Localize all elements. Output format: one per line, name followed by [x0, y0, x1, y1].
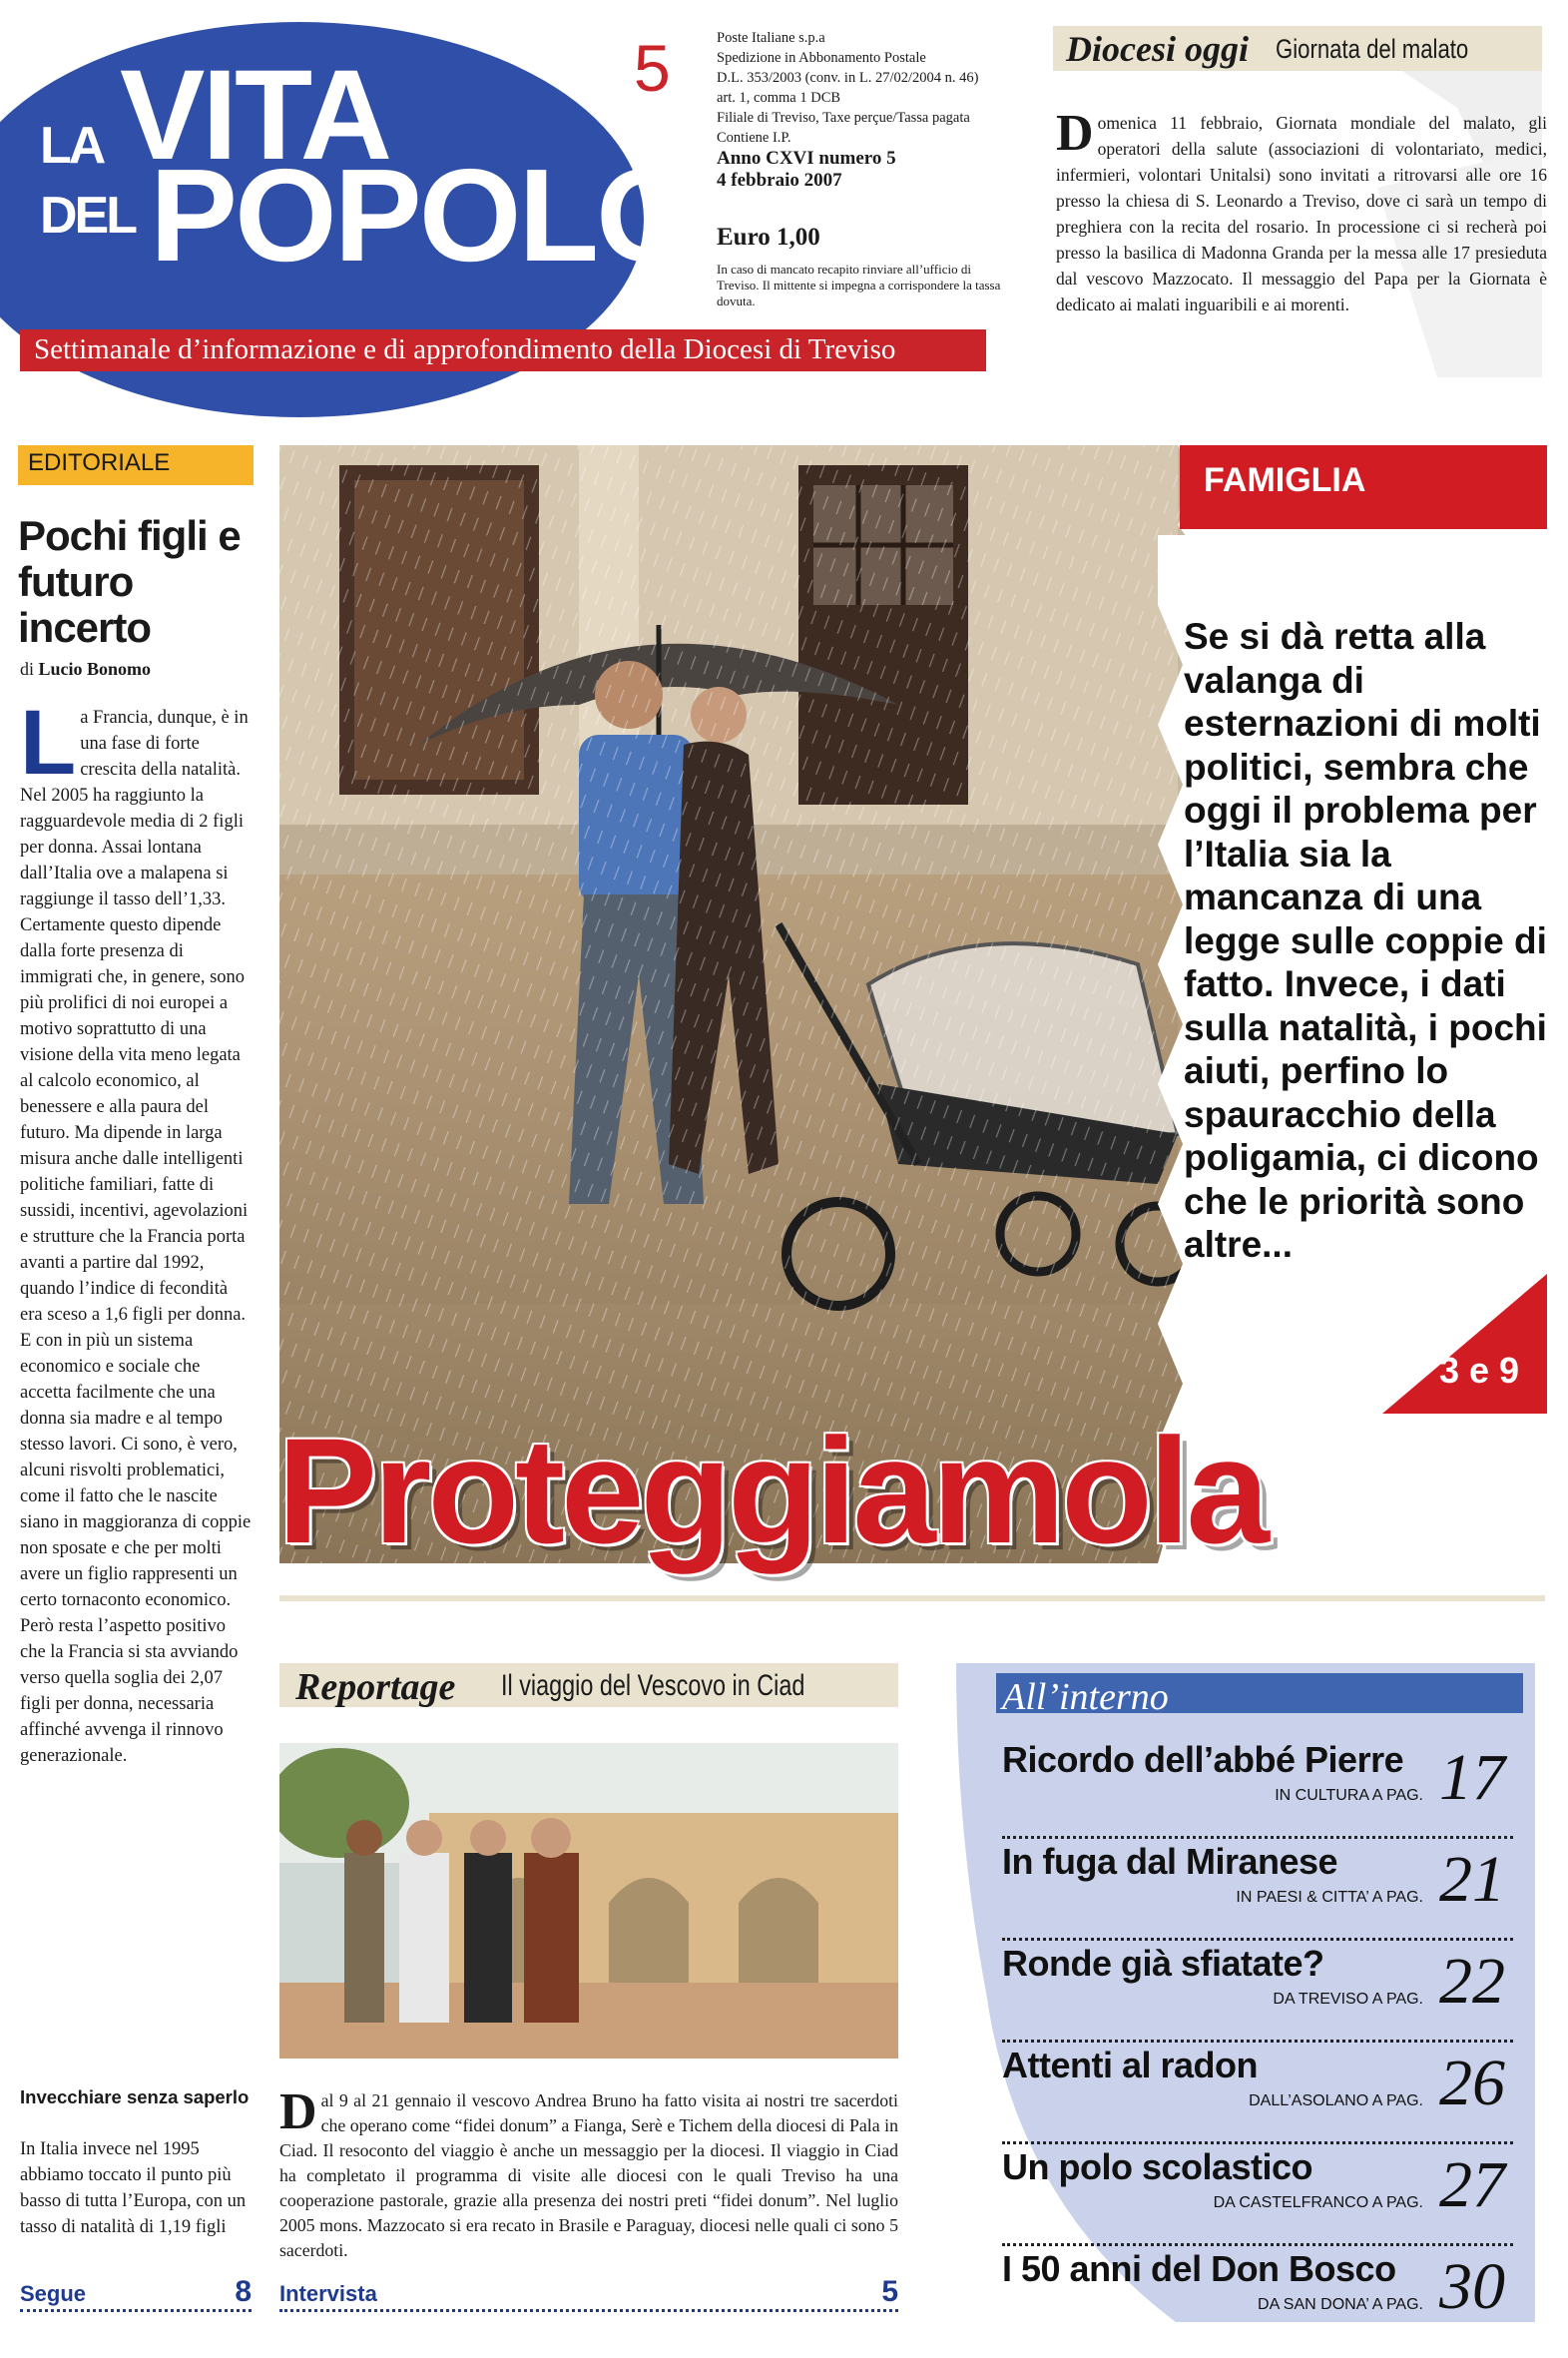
postal-note: In caso di mancato recapito rinviare all’ufficio di Treviso. Il mittente si impegna a corrispondere la tassa dovuta.: [717, 262, 1001, 308]
postal-line: Contiene I.P.: [717, 130, 791, 146]
cover-page-ref[interactable]: 3 e 9: [1439, 1350, 1520, 1391]
diocesi-article: [1056, 105, 1547, 317]
postal-line: D.L. 353/2003 (conv. in L. 27/02/2004 n. 46): [717, 70, 979, 86]
inside-item-section: IN PAESI & CITTA’ A PAG.: [1236, 1889, 1423, 1906]
inside-item-page: 27: [1439, 2148, 1505, 2221]
editorial-author: Lucio Bonomo: [38, 659, 152, 679]
editorial-subhead: Invecchiare senza saperlo: [20, 2086, 250, 2107]
headline-rule: [279, 1595, 1545, 1601]
diocesi-subtitle: Giornata del malato: [1276, 34, 1469, 64]
inside-item-section: DA CASTELFRANCO A PAG.: [1213, 2194, 1423, 2211]
editorial-title: Pochi figli e futuro incerto: [18, 512, 241, 651]
masthead-tagline: Settimanale d’informazione e di approfondimento della Diocesi di Treviso: [20, 329, 986, 371]
inside-item[interactable]: [1002, 1943, 1513, 2043]
inside-item-page: 21: [1439, 1843, 1505, 1916]
inside-item-title: Ricordo dell’abbé Pierre: [1002, 1739, 1404, 1780]
cover-headline: Proteggiamola: [277, 1407, 1266, 1574]
editorial-text-continued: In Italia invece nel 1995 abbiamo toccato il punto più basso di tutta l’Europa, con un tasso di natalità di 1,19 figli: [20, 2139, 247, 2237]
postal-line: Filiale di Treviso, Taxe perçue/Tassa pagata: [717, 110, 970, 126]
diocesi-dropcap: D: [1056, 105, 1094, 162]
continue-page: 8: [235, 2275, 252, 2308]
reportage-photo: [279, 1743, 898, 2059]
reportage-label: Reportage: [295, 1666, 456, 1708]
inside-item-page: 17: [1439, 1741, 1505, 1814]
continue-label: Intervista: [279, 2281, 377, 2306]
inside-item[interactable]: [1002, 2146, 1513, 2246]
masthead-title-popolo: POPOLO: [150, 142, 696, 289]
editorial-text: a Francia, dunque, è in una fase di forte crescita della natalità. Nel 2005 ha raggiunto la ragguardevole media di 2 figli per donna. Assai lontana dall’Italia ove a malapena si raggiunge il tasso dell’1,33. Certamente questo dipende dalla forte presenza di immigrati che, in genere, sono più prolifici di noi europei a motivo soprattutto di una visione della vita meno legata al calcolo economico, al benessere e alla paura del futuro. Ma dipende in larga misura anche dalle intelligenti politiche familiari, fatte di sussidi, incentivi, agevolazioni e strutture che la Francia porta avanti a partire dal 1992, quando l’indice di fecondità era sceso a 1,6 figli per donna. E con in più un sistema economico e sociale che accetta facilmente che una donna sia madre e al tempo stesso lavori. Ci sono, è vero, alcuni risvolti problematici, come il fatto che le nascite siano in maggioranza di coppie non sposate e che per molti avere un figlio rappresenti un certo tornaconto economico. Però resta l’aspetto positivo che la Francia si sta avviando verso quella soglia dei 2,07 figli per donna, necessaria affinché avvenga il rinnovo generazionale.: [20, 708, 252, 1766]
inside-item-section: DA SAN DONA’ A PAG.: [1258, 2296, 1423, 2313]
inside-item[interactable]: [1002, 2045, 1513, 2144]
continue-label: Segue: [20, 2281, 87, 2306]
inside-item-section: DALL’ASOLANO A PAG.: [1249, 2092, 1423, 2109]
inside-item[interactable]: [1002, 1739, 1513, 1839]
issue-year: Anno CXVI numero 5: [717, 148, 896, 169]
postal-info: [717, 28, 1016, 192]
masthead-title-del: DEL: [40, 187, 135, 245]
inside-item-title: Un polo scolastico: [1002, 2146, 1313, 2187]
reportage-body: al 9 al 21 gennaio il vescovo Andrea Bruno ha fatto visita ai nostri tre sacerdoti che operano come “fidei donum” a Fianga, Serè e Tichem della diocesi di Pala in Ciad. Il resoconto del viaggio è anche un messaggio per la diocesi. Il viaggio in Ciad ha completato il programma di visite alle diocesi con le quali Treviso ha una cooperazione pastorale, grazie alla presenza dei nostri preti “fidei donum”. Nel luglio 2005 mons. Mazzocato si era recato in Brasile e Paraguay, diocesi nelle quali ci sono 5 sacerdoti.: [279, 2090, 898, 2260]
price: Euro 1,00: [717, 224, 820, 251]
masthead-title-vita: VITA: [120, 44, 390, 187]
inside-item-title: I 50 anni del Don Bosco: [1002, 2248, 1396, 2289]
editorial-dropcap: L: [20, 692, 77, 794]
inside-title: All’interno: [1002, 1676, 1169, 1718]
inside-item-page: 22: [1439, 1945, 1505, 2018]
byline-prefix: di: [20, 659, 35, 679]
postal-line: art. 1, comma 1 DCB: [717, 90, 841, 106]
inside-item-title: Attenti al radon: [1002, 2045, 1259, 2085]
inside-item-section: IN CULTURA A PAG.: [1275, 1787, 1423, 1804]
inside-item[interactable]: [1002, 1841, 1513, 1941]
inside-item-page: 30: [1439, 2250, 1505, 2323]
cover-text: Se si dà retta alla valanga di esternazioni di molti politici, sembra che oggi il problema per l’Italia sia la mancanza di una legge sulle coppie di fatto. Invece, i dati sulla natalità, i pochi aiuti, perfino lo spauracchio della poligamia, ci dicono che le priorità sono altre...: [1184, 616, 1547, 1265]
postal-line: Poste Italiane s.p.a: [717, 30, 825, 46]
continue-page: 5: [881, 2275, 898, 2308]
postal-line: Spedizione in Abbonamento Postale: [717, 50, 926, 66]
famiglia-label: FAMIGLIA: [1204, 461, 1366, 499]
diocesi-title: Diocesi oggi: [1066, 29, 1249, 69]
diocesi-body: omenica 11 febbraio, Giornata mondiale del malato, gli operatori della salute (associazioni di volontariato, medici, infermieri, volontari Unitalsi) sono invitati a ritrovarsi alle ore 16 presso la chiesa di S. Leonardo a Treviso, dove ci sarà un tempo di preghiera con la recita del rosario. In processione ci si recherà poi presso la basilica di Madonna Granda per la messa alle 17 presieduta dal vescovo Mazzocato. Il messaggio del Papa per la Giornata è dedicato ai malati inguaribili e ai morenti.: [1056, 113, 1547, 314]
editorial-continue-link[interactable]: [20, 2275, 252, 2312]
reportage-article: [279, 2083, 898, 2263]
issue-date: 4 febbraio 2007: [717, 170, 842, 191]
editorial-label: EDITORIALE: [18, 445, 254, 485]
reportage-subtitle: Il viaggio del Vescovo in Ciad: [501, 1669, 805, 1702]
masthead-title-la: LA: [40, 117, 104, 175]
inside-item[interactable]: [1002, 2248, 1513, 2348]
reportage-continue-link[interactable]: [279, 2275, 898, 2312]
reportage-dropcap: D: [279, 2083, 317, 2140]
editorial-body: [20, 692, 252, 1769]
issue-number: 5: [634, 31, 671, 105]
inside-item-section: DA TREVISO A PAG.: [1273, 1991, 1423, 2008]
editorial-byline: [20, 659, 151, 680]
inside-item-title: In fuga dal Miranese: [1002, 1841, 1338, 1882]
inside-item-page: 26: [1439, 2047, 1505, 2119]
inside-item-title: Ronde già sfiatate?: [1002, 1943, 1324, 1984]
